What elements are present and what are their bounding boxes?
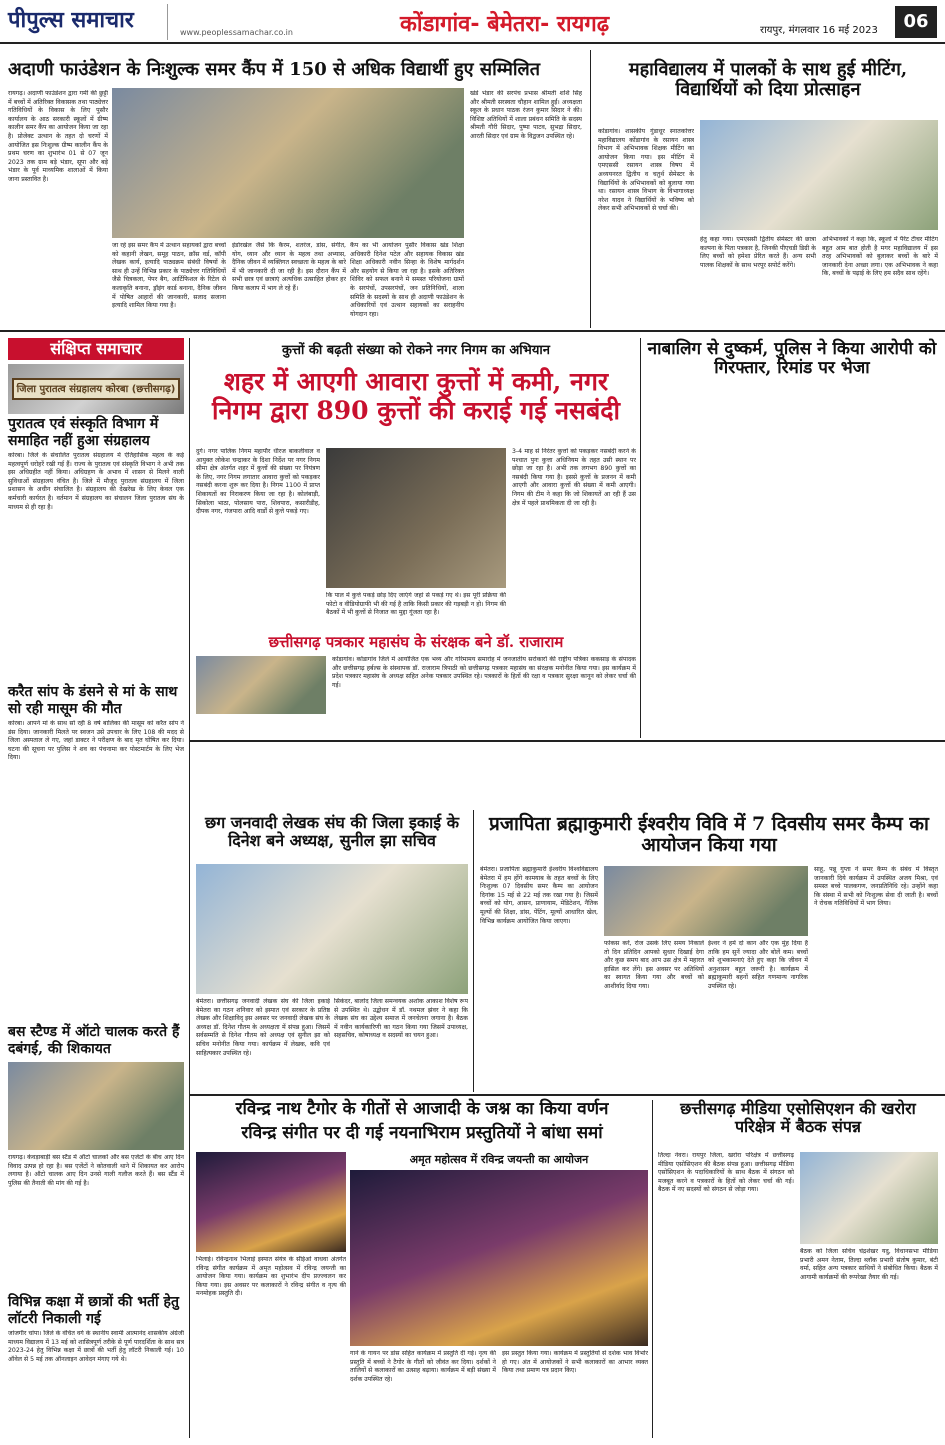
story3-body-2: कि पाल में कुत्ते पकड़े छोड़ दिए जाएंगे जहां से पकड़े गए थे। इस पूरी प्रक्रिया की फोटो व वीडियोग्राफी भी की गई है ताकि किसी प्रकार की गड़बड़ी न हो। निगम की बैठकों में भी कुत्तों से निजात का मुद्दा गूंजता रहा है। [326, 592, 506, 617]
story3-photo-dog [326, 448, 506, 588]
story7-body-2: गाने के गायन पर डांस सहित कार्यक्रम में प्रस्तुति दी गई। नृत्य की प्रस्तुति में बच्चों ने टैगोर के गीतों को जीवंत कर दिया। दर्शकों ने तालियों से कलाकारों का उत्साह बढ़ाया। कार्यक्रम में बड़ी संख्या में दर्शक उपस्थित रहे। [350, 1350, 496, 1383]
story3-body-3: 3-4 माह से निरंतर कुत्तों को पकड़कर नसबंदी करने के पश्चात पुनः कुत्ता अधिनियम के तहत उसी स्थान पर छोड़ा जा रहा है। अभी तक लगभग 890 कुत्तों का नसबंदी किया गया है। इससे कुत्तों के प्रजनन में कमी आएगी और आवारा कुत्तों की संख्या में कमी आएगी। निगम की टीम ने कहा कि जो शिकायतें आ रही हैं उस क्षेत्र में पहले प्राथमिकता दी जा रही है। [512, 448, 636, 507]
story8-photo [800, 1152, 938, 1244]
story8-body: तिल्दा नेवरा। रायपुर जिला, खरोरा परिक्षेत्र में छत्तीसगढ़ मीडिया एसोसिएशन की बैठक संपन्न हुआ। छत्तीसगढ़ मीडिया एसोसिएशन के पदाधिकारियों के साथ बैठक में संगठन को मजबूत करने व पत्रकारों के हितों को लेकर चर्चा की गई। बैठक में नए सदस्यों को संगठन से जोड़ा गया। [658, 1152, 794, 1194]
story1-body-2: जा रहे इस समर कैंप में उत्थान सहायकों द्वारा बच्चों को कहानी लेखन, समूह पाठन, क्रॉस वर्ड, कॉपी लेखक कार्य, इत्यादि पाठ्यक्रम संबंधी विषयों के साथ ही उन्हें विभिन्न प्रकार के पाठ्येत्तर गतिविधियों जैसे चित्रकला, पेपर बैग, आर्टिफिशल के रिटेल से कलाकृति बनाना, ड्रॉइंग कार्ड बनाना, दैनिक जीवन में पोषित आहारों की जानकारी, सलाद सजाना इत्यादि शामिल किया गया है। [112, 242, 226, 310]
brief1-body: कोरबा। जिले के संचालित पुरातत्व संग्रहालय में ऐतिहासिक महत्व के कई महत्वपूर्ण धरोहरें रखी गई हैं। राज्य के पुरातत्व एवं संस्कृति विभाग ने अभी तक इस अधिग्रहीत नहीं किया। अधिग्रहण के अभाव में शासन से मिलने वाली सुविधाओं संग्रहालय वंचित है। जिले में मौजूद पुरातत्व संग्रहालय में जिला प्रशासन के अधीन संचालित है। संग्रहालय की देखरेख के लिए केवल एक कर्मचारी कार्यरत है। वर्तमान में संग्रहालय का संचालन जिला पुरातत्व संघ के माध्यम से ही रहा है। [8, 452, 184, 511]
crime-headline: नाबालिग से दुष्कर्म, पुलिस ने किया आरोपी को गिरफ्तार, रिमांड पर भेजा [647, 339, 937, 379]
section-rule [190, 1094, 945, 1096]
story6-photo-1 [604, 866, 808, 936]
story5-body-2: सिकंदर, बालोद जिला समन्वयक अशोक आकाश विशेष रूप से उपस्थित थे। उद्बोधन में डॉ. नथमल झंवर ने कहा कि लेखक संघ का उद्देश्य समाज में जनचेतना जगाना है। बैठक में नवीन कार्यकारिणी का गठन किया गया जिसमें उपाध्यक्ष, सहसचिव, कोषाध्यक्ष व सदस्यों का चयन हुआ। [334, 998, 468, 1040]
story6-body-4: साहू, पन्नू गुप्ता ने समर कैम्प के संबंध में विस्तृत जानकारी दिये कार्यक्रम में उपस्थित अजय मिश्रा, एवं समस्त बच्चे पालकगण, जनप्रतिनिधि रहे। उन्होंने कहा कि संस्था में सभी को निःशुल्क सेवा दी जाती है। बच्चों ने रोचक गतिविधियों में भाग लिया। [814, 866, 938, 908]
story1-body-3: इंडोरखेल जैसे कि कैरम, शतरंज, डांस, संगीत, योग, ध्यान और ध्यान के महत्व तथा अभ्यास, दैनिक जीवन में व्यक्तिगत स्वच्छता के महत्व के बारे में भी जानकारी दी जा रही है। इस दौरान कैंप में सभी छात्र एवं छात्राएं अत्यधिक उत्साहित होकर हर किया कलाप में भाग ले रहे हैं। [232, 242, 346, 292]
story2-body-3: अभिभावकों ने कहा कि, स्कूलों में पैरेंट टीचर मीटिंग बहुत आम बात होती है मगर महाविद्यालय में इस तरह अभिभावकों को बुलाकर बच्चों के बारे में जानकारी देना अच्छा लगा। एक अभिभावक ने कहा कि, बच्चों के पढ़ाई के लिए हम सदैव साथ रहेंगे। [822, 236, 938, 278]
website-url[interactable]: www.peoplessamachar.co.in [180, 28, 293, 37]
story1-body: रायगढ़। अदाणी फाउंडेशन द्वारा गर्मी की छुट्टी में बच्चों में अतिरिक्त विकासक तथा पाठ्येत्तर गतिविधियों के विकास के लिए पुसौर कार्यालय के आठ सरकारी स्कूलों में ग्रीष्म कालीन समर कैंप का आयोजन किया जा रहा है। प्रोजेक्ट उत्थान के तहत दो चरणों में आयोजित इस निःशुल्क ग्रीष्म कालीन कैंप के प्रथम चरण का शुभारंभ 01 से 07 जून 2023 तक ग्राम बड़े भंडार, सूपा और बड़े भंडार के पूर्व माध्यमिक शालाओं में किया जाना प्रस्तावित है। [8, 90, 108, 183]
brief4-body: जांजगीर चांपा। जिले के वंचित वर्ग के स्थानीय स्वामी आत्मानंद शासकीय अंग्रेजी माध्यम विद्यालय में 13 मई को शासित्रपूर्ण तरीके से पूर्ण पारदर्शिता के साथ सत्र 2023-24 हेतु विभिन्न कक्षा में छात्रों की भर्ती हेतु लॉटरी निकाली गई। 10 ऑवेल से 5 मई तक ऑनलाइन आवेदन मंगाए गये थे। [8, 1330, 184, 1363]
story7-body: भिलाई। रविन्द्रनाथ भिलाई इस्पात संयंत्र के सीईओ वाधवा अंतर्गत रविन्द्र संगीत कार्यक्रम में अमृत महोत्सव में रविन्द्र जयन्ती का आयोजन किया गया। कार्यक्रम का शुभारंभ दीप प्रज्ज्वलन कर किया गया। इस अवसर पर कलाकारों ने रविन्द्र संगीत व नृत्य की मनमोहक प्रस्तुति दी। [196, 1256, 346, 1298]
brief2-headline: करैत सांप के डंसने से मां के साथ सो रही मासूम की मौत [8, 684, 178, 717]
column-divider [189, 338, 190, 1438]
story5-photo-group [196, 864, 468, 994]
story2-body-2: हेतु कहा गया। एमएससी द्वितीय सेमेस्टर की छात्रा कल्पना के पिता पत्रकार है, जिनकी पीएचडी डिग्री के लिए बच्चों को हमेशा प्रेरित करते हैं। अन्य सभी पालक शिक्षकों के साथ भरपूर सपोर्ट करेंगे। [700, 236, 816, 269]
bus-stand-photo [8, 1062, 184, 1150]
story6-body-3: ईश्वर ने हमें दो कान और एक मुंह दिया है ताकि हम सुनें ज्यादा और बोलें कम। बच्चों को शुभकामनाएं देते हुए कहा कि जीवन में अनुशासन बहुत जरूरी है। कार्यक्रम में ब्रह्माकुमारी बहनों सहित गणमान्य नागरिक उपस्थित रहे। [708, 940, 808, 990]
edition-title: कोंडागांव- बेमेतरा- रायगढ़ [400, 12, 610, 37]
story3-body: दुर्ग। नगर पालिक निगम महापौर धीरज बाकलीवाल व आयुक्त लोकेश चन्द्राकर के दिशा निर्देश पर नगर निगम सीमा क्षेत्र अंतर्गत शहर में कुत्तों की संख्या पर नियंत्रण के लिए, नगर निगम लगातार आवारा कुत्तों को पकड़कर नसबंदी करना शुरू कर दिया है। निगम 1100 में प्राप्त शिकायतों का निराकरण किया जा रहा है। कोलंबाड़ी, सिकोला भाठा, पोलसाय पारा, शिवपारा, कसारीडीह, दीपक नगर, गंजपारा आदि वार्डों से कुत्ते पकड़े गए। [196, 448, 320, 516]
story7-kicker: अमृत महोत्सव में रविन्द्र जयन्ती का आयोजन [409, 1153, 589, 1166]
story1-body-4: खंडे भंडार की सरपंच प्रभास श्रीमती शशि सिंह और श्रीमती सरस्वता चौहान शामिल हुईं। अध्यक्षता स्कूल के प्रधान पाठक रंजन कुमार सिदार ने की। विशिष्ट अतिथियों में शाला प्रबंधन समिति के सदस्य श्रीमती गौरी सिदार, पुष्पा पाटव, सुभद्रा सिदार, आरती सिदार एवं ग्राम के विद्वजन उपस्थित रहे। [470, 90, 582, 140]
story2-headline: महाविद्यालय में पालकों के साथ हुई मीटिंग, विद्यार्थियों को दिया प्रोत्साहन [628, 59, 908, 101]
story1-headline: अदाणी फाउंडेशन के निःशुल्क समर कैंप में 150 से अधिक विद्यार्थी हुए सम्मिलित [8, 59, 541, 80]
brief3-body: रायगढ़। केवड़ाबाड़ी बस स्टैंड में ऑटो चालकों और बस एजेंटों के बीच आए दिन विवाद उत्पन्न हो रहा है। बस एजेंटों ने कोतवाली थाने में शिकायत कर आरोप लगाया है। ऑटो चालक आए दिन उनसे गाली गलौज करते हैं। बस स्टैंड में पुलिस की तैनाती की मांग की गई है। [8, 1154, 184, 1187]
column-divider [473, 810, 474, 1092]
story6-body-2: फोकस करें, रोज उसके लिए समय निकालें तो दिन प्रतिदिन आपको सुधार दिखाई देगा और कुछ समय बाद आप उस क्षेत्र में महारत हासिल कर लेंगे। इस अवसर पर अतिथियों का स्वागत किया गया और बच्चों को आशीर्वाद दिया गया। [604, 940, 704, 990]
story7-body-3: इस प्रस्तुत किया गया। कार्यक्रम में प्रस्तुतियों से दर्शक भाव विभोर हो गए। अंत में आयोजकों ने सभी कलाकारों का आभार व्यक्त किया तथा प्रमाण पत्र प्रदान किए। [502, 1350, 648, 1375]
column-divider [652, 1100, 653, 1438]
story1-photo-children [112, 88, 464, 238]
column-divider [640, 338, 641, 738]
story3-headline: शहर में आएगी आवारा कुत्तों में कमी, नगर निगम द्वारा 890 कुत्तों की कराई गई नसबंदी [212, 367, 620, 425]
brief2-body: कोरबा। आपने मां के साथ सो रही 8 वर्ष बालिका की मासूम को करैत सांप ने डंस दिया। जानकारी मिलते पर स्वजन उसे उपचार के लिए 108 की मदद से जिला अस्पताल ले गए, जहां डाक्टर ने परीक्षण के बाद मृत घोषित कर दिया। घटना की सूचना पर पुलिस ने शव का पंचनामा कर पोस्टमार्टम के लिए भेज दिया। [8, 720, 184, 762]
story3-kicker: कुत्तों की बढ़ती संख्या को रोकने नगर निगम का अभियान [282, 343, 550, 358]
page-number: 06 [895, 6, 937, 38]
story5-body: बेमेतरा। छत्तीसगढ़ जनवादी लेखक संघ की जिला इकाई बेमेतरा का गठन शनिवार को इस्पात एवं सरकार के प्रतिष्ठ लेखक और शिक्षाविद् इस अवसर पर जनवादी लेखक संघ के अध्यक्ष डॉ. दिनेश गौतम के अध्यक्षता में संपन्न हुआ। जिसमें सर्वसम्मति से दिनेश गौतम को अध्यक्ष एवं सुनील झा को सचिव मनोनीत किया गया। कार्यक्रम में लेखक, कवि एवं साहित्यकार उपस्थित रहे। [196, 998, 330, 1057]
museum-sign: जिला पुरातत्व संग्रहालय कोरबा (छत्तीसगढ़) [12, 378, 180, 400]
story7-photo-dance [350, 1170, 648, 1346]
brief1-headline: पुरातत्व एवं संस्कृति विभाग में समाहित नहीं हुआ संग्रहालय [8, 416, 159, 449]
story8-body-2: बैठक को जिला सचिव चंद्रशेखर यदु, विधानसभा मीडिया प्रभारी अमन नेताम, तिल्दा ब्लॉक प्रभारी संतोष कुमार, बंटी वर्मा, सहित अन्य पत्रकार साथियों ने संबोधित किया। बैठक में आगामी कार्यक्रमों की रूपरेखा तैयार की गई। [800, 1248, 938, 1281]
story4-headline: छत्तीसगढ़ पत्रकार महासंघ के संरक्षक बने डॉ. राजाराम [268, 633, 564, 651]
story5-headline: छग जनवादी लेखक संघ की जिला इकाई के दिनेश बने अध्यक्ष, सुनील झा सचिव [204, 813, 460, 850]
story2-body: कोंडागांव। शासकीय गुंडाधूर स्नातकोत्तर महाविद्यालय कोंडागांव के रसायन शास्त्र विभाग में अभिभावक शिक्षक मीटिंग का आयोजन किया गया। इस मीटिंग में एमएससी रसायन शास्त्र विषय में अध्ययनरत द्वितीय व चतुर्थ सेमेस्टर के विद्यार्थियों के अभिभावकों को बुलाया गया था। रसायन शास्त्र विभाग के विभागाध्यक्ष नरेश यादव ने विद्यार्थियों के भविष्य को लेकर सभी अभिभावकों से चर्चा की। [598, 128, 694, 213]
story4-body: कोंडागांव। कोंडागांव जिले में आयोजित एक भव्य और गरिमामय समारोह में जनजातीय सरोकारों की राष्ट्रीय पत्रिका ककसाड़ के संपादक और छत्तीसगढ़ हर्बल्स के संस्थापक डॉ. राजाराम त्रिपाठी को छत्तीसगढ़ पत्रकार महासंघ का संरक्षक मनोनीत किया गया। इस कार्यक्रम में प्रदेश पत्रकार महासंघ के अध्यक्ष सहित अनेक पत्रकार उपस्थित रहे। पत्रकारों के हितों की रक्षा व पत्रकार सुरक्षा कानून को लेकर चर्चा की गई। [332, 656, 636, 689]
story7-headline: रविन्द्र नाथ टैगोर के गीतों से आजादी के जश्न का किया वर्णन [235, 1099, 609, 1119]
story6-headline: प्रजापिता ब्रह्माकुमारी ईश्वरीय विवि में 7 दिवसीय समर कैम्प का आयोजन किया गया [489, 813, 929, 857]
story7-subheadline: रविन्द्र संगीत पर दी गई नयनाभिराम प्रस्तुतियों ने बांधा समां [241, 1123, 603, 1143]
brief4-headline: विभिन्न कक्षा में छात्रों की भर्ती हेतु लॉटरी निकाली गई [8, 1294, 179, 1327]
museum-photo [8, 364, 184, 414]
story4-photo [196, 656, 326, 714]
section-rule [0, 330, 945, 332]
section-rule [190, 740, 945, 742]
issue-date: रायपुर, मंगलवार 16 मई 2023 [760, 25, 878, 36]
story6-body: बेमेतरा। प्रजापिता ब्रह्माकुमारी ईश्वरीय विश्वविद्यालय बेमेतरा में हम होंगे कामयाब के तहत बच्चों के लिए निःशुल्क 07 दिवसीय समर कैम्प का आयोजन दिनांक 15 मई से 22 मई तक रखा गया है। जिसमें बच्चों को योग, आसन, प्राणायाम, मेडिटेशन, नैतिक मूल्यों की शिक्षा, डांस, पेंटिंग, मूल्यों आधारित खेल, विभिन्न कार्यक्रम आयोजित किया जाएगा। [480, 866, 598, 925]
story8-headline: छत्तीसगढ़ मीडिया एसोसिएशन की खरोरा परिक्षेत्र में बैठक संपन्न [680, 1099, 916, 1136]
newspaper-logo: पीपुल्स समाचार [8, 4, 168, 40]
story7-photo-left [196, 1152, 346, 1252]
column-divider [590, 50, 591, 328]
story2-photo-meeting [700, 120, 938, 230]
brief3-headline: बस स्टैण्ड में ऑटो चालक करते हैं दबंगई, की शिकायत [8, 1024, 180, 1057]
briefs-header: संक्षिप्त समाचार [8, 338, 184, 360]
story1-body-5: कैंप का भी आयोजन पुसौर विकास खंड शिक्षा अधिकारी दिनेश पटेल और सहायक विकास खंड शिक्षा अधिकारी नवीन सिन्हा के विशेष मार्गदर्शन और सहयोग से किया जा रहा है। इसके अतिरिक्त शिविर को सफल बनाने मे समस्त परियोजना ग्रामों के सरपंचों, उपसरपंचों, जन प्रतिनिधियों, शाला समिति के सदस्यों के साथ ही अदाणी फाउंडेशन के अधिकारियों एवं उत्थान सहायकों का सराहनीय योगदान रहा। [350, 242, 464, 318]
masthead [0, 0, 945, 44]
